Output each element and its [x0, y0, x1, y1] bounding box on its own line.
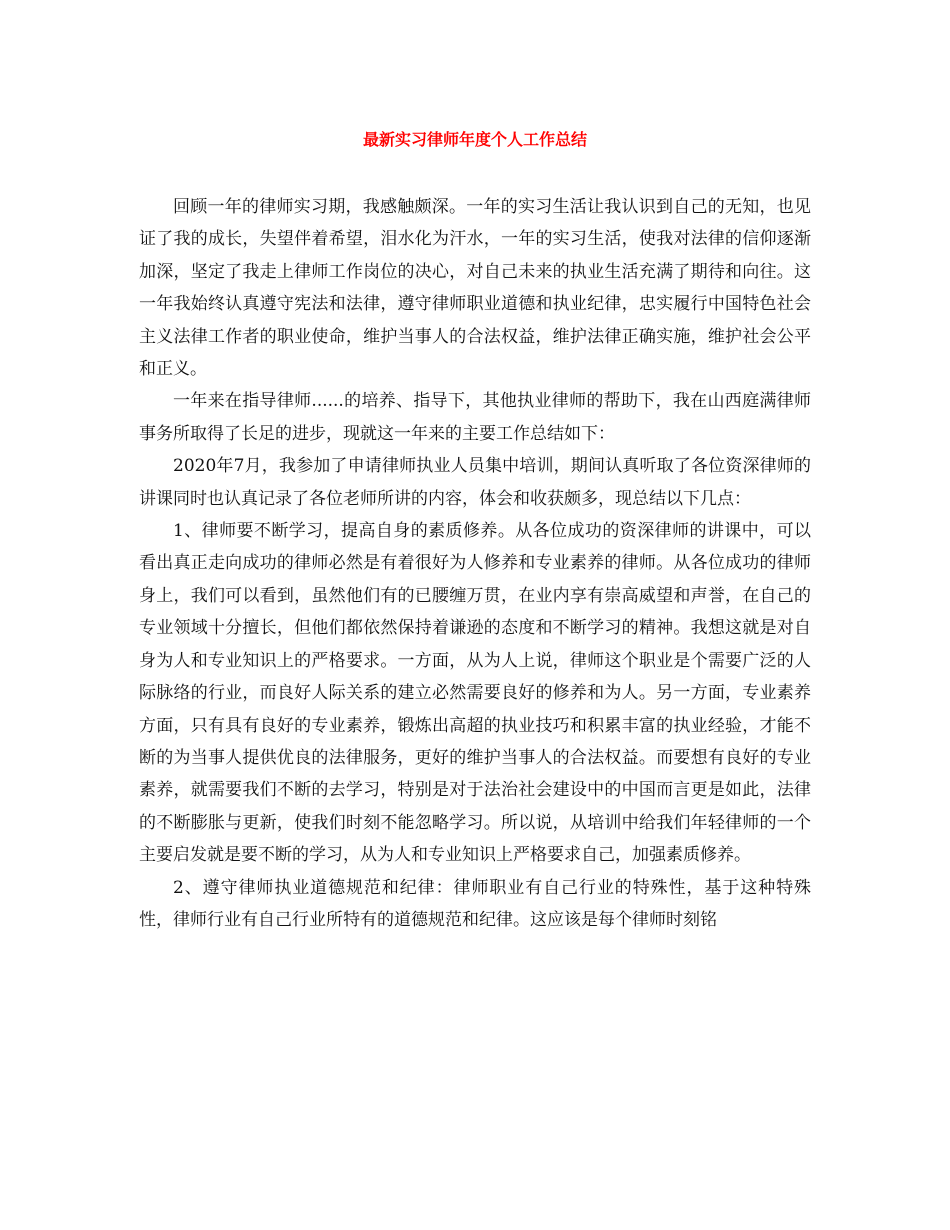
paragraph-guidance: 一年来在指导律师......的培养、指导下，其他执业律师的帮助下，我在山西庭满律师事务所取得了长足的进步，现就这一年来的主要工作总结如下： — [139, 391, 811, 444]
document-title: 最新实习律师年度个人工作总结 — [362, 130, 587, 149]
paragraph-intro: 回顾一年的律师实习期，我感触颇深。一年的实习生活让我认识到自己的无知，也见证了我的成长，失望伴着希望，泪水化为汗水，一年的实习生活，使我对法律的信仰逐渐加深，坚定了我走上律师工作岗位的决心，对自己未来的执业生活充满了期待和向往。这一年我始终认真遵守宪法和法律，遵守律师职业道德和执业纪律，忠实履行中国特色社会主义法律工作者的职业使命，维护当事人的合法权益，维护法律正确实施，维护社会公平和正义。 — [139, 197, 811, 380]
document-body — [139, 191, 811, 936]
paragraph-point-1: 1、律师要不断学习，提高自身的素质修养。从各位成功的资深律师的讲课中，可以看出真正走向成功的律师必然是有着很好为人修养和专业素养的律师。从各位成功的律师身上，我们可以看到，虽然他们有的已腰缠万贯，在业内享有崇高威望和声誉，在自己的专业领域十分擅长，但他们都依然保持着谦逊的态度和不断学习的精神。我想这就是对自身为人和专业知识上的严格要求。一方面，从为人上说，律师这个职业是个需要广泛的人际脉络的行业，而良好人际关系的建立必然需要良好的修养和为人。另一方面，专业素养方面，只有具有良好的专业素养，锻炼出高超的执业技巧和积累丰富的执业经验，才能不断的为当事人提供优良的法律服务，更好的维护当事人的合法权益。而要想有良好的专业素养，就需要我们不断的去学习，特别是对于法治社会建设中的中国而言更是如此，法律的不断膨胀与更新，使我们时刻不能忽略学习。所以说，从培训中给我们年轻律师的一个主要启发就是要不断的学习，从为人和专业知识上严格要求自己，加强素质修养。 — [139, 521, 811, 866]
paragraph-training: 2020年7月，我参加了申请律师执业人员集中培训，期间认真听取了各位资深律师的讲课同时也认真记录了各位老师所讲的内容，体会和收获颇多，现总结以下几点： — [139, 456, 811, 509]
paragraph-point-2: 2、遵守律师执业道德规范和纪律：律师职业有自己行业的特殊性，基于这种特殊性，律师行业有自己行业所特有的道德规范和纪律。这应该是每个律师时刻铭 — [139, 877, 811, 930]
